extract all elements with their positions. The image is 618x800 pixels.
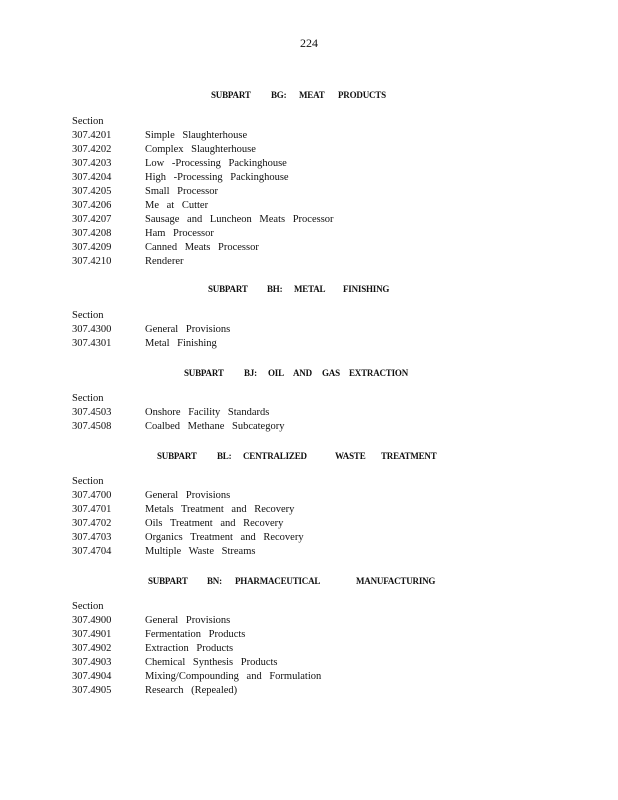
section-row (72, 489, 304, 503)
section-number: 307.4703 (72, 532, 112, 543)
section-row (72, 420, 284, 434)
section-row (72, 213, 334, 227)
section-title: Metals Treatment and Recovery (145, 504, 295, 515)
section-title: Me at Cutter (145, 200, 209, 211)
section-title: Renderer (145, 256, 184, 267)
section-row (72, 241, 334, 255)
section-number: 307.4508 (72, 421, 112, 432)
section-number: 307.4209 (72, 242, 112, 253)
heading-word: MEAT (299, 90, 325, 100)
heading-word: PRODUCTS (338, 90, 386, 100)
section-row (72, 337, 230, 351)
section-number: 307.4202 (72, 144, 112, 155)
section-row (72, 171, 334, 185)
section-title: Coalbed Methane Subcategory (145, 421, 285, 432)
section-number: 307.4207 (72, 214, 112, 225)
section-list-bj (72, 392, 284, 434)
section-number: 307.4903 (72, 657, 112, 668)
section-title: Onshore Facility Standards (145, 407, 270, 418)
section-list-bg (72, 115, 334, 269)
heading-word: BN: (207, 576, 222, 586)
section-number: 307.4301 (72, 338, 112, 349)
section-title: Low -Processing Packinghouse (145, 158, 287, 169)
section-title: Oils Treatment and Recovery (145, 518, 284, 529)
section-number: 307.4204 (72, 172, 112, 183)
section-title: Canned Meats Processor (145, 242, 259, 253)
section-title: High -Processing Packinghouse (145, 172, 289, 183)
heading-word: MANUFACTURING (356, 576, 436, 586)
section-title: Organics Treatment and Recovery (145, 532, 304, 543)
section-row (72, 656, 321, 670)
section-row (72, 503, 304, 517)
heading-word: BJ: (244, 368, 257, 378)
section-number: 307.4904 (72, 671, 112, 682)
section-number: 307.4900 (72, 615, 112, 626)
section-number: 307.4205 (72, 186, 112, 197)
section-label: Section (72, 601, 104, 612)
section-number: 307.4203 (72, 158, 112, 169)
heading-word: BH: (267, 284, 283, 294)
heading-word: SUBPART (208, 284, 248, 294)
heading-word: BL: (217, 451, 232, 461)
section-label: Section (72, 476, 104, 487)
section-title: Fermentation Products (145, 629, 246, 640)
heading-word: FINISHING (343, 284, 390, 294)
heading-word: WASTE (335, 451, 366, 461)
section-row (72, 199, 334, 213)
section-row (72, 185, 334, 199)
section-label: Section (72, 116, 104, 127)
section-number: 307.4701 (72, 504, 112, 515)
section-row (72, 323, 230, 337)
section-number: 307.4702 (72, 518, 112, 529)
heading-word: SUBPART (184, 368, 224, 378)
section-number: 307.4901 (72, 629, 112, 640)
section-number: 307.4206 (72, 200, 112, 211)
section-row (72, 255, 334, 269)
section-list-bh (72, 309, 230, 351)
section-number: 307.4210 (72, 256, 112, 267)
section-title: Simple Slaughterhouse (145, 130, 248, 141)
section-row (72, 684, 321, 698)
section-row (72, 517, 304, 531)
heading-word: EXTRACTION (349, 368, 409, 378)
section-number: 307.4300 (72, 324, 112, 335)
heading-word: PHARMACEUTICAL (235, 576, 321, 586)
section-row (72, 545, 304, 559)
section-number: 307.4503 (72, 407, 112, 418)
section-title: Metal Finishing (145, 338, 217, 349)
heading-word: SUBPART (211, 90, 251, 100)
section-number: 307.4201 (72, 130, 112, 141)
section-title: General Provisions (145, 615, 231, 626)
section-row (72, 628, 321, 642)
section-row (72, 670, 321, 684)
section-row (72, 406, 284, 420)
section-row (72, 614, 321, 628)
section-number: 307.4208 (72, 228, 112, 239)
page-number: 224 (300, 36, 318, 50)
section-title: Small Processor (145, 186, 218, 197)
section-title: Complex Slaughterhouse (145, 144, 256, 155)
section-title: General Provisions (145, 324, 231, 335)
section-title: Ham Processor (145, 228, 214, 239)
heading-word: SUBPART (148, 576, 188, 586)
section-number: 307.4902 (72, 643, 112, 654)
heading-word: SUBPART (157, 451, 197, 461)
heading-word: GAS (322, 368, 340, 378)
section-row (72, 227, 334, 241)
section-list-bn (72, 600, 321, 698)
heading-word: AND (293, 368, 312, 378)
heading-word: OIL (268, 368, 284, 378)
section-number: 307.4905 (72, 685, 112, 696)
section-list-bl (72, 475, 304, 559)
section-number: 307.4700 (72, 490, 112, 501)
section-title: Mixing/Compounding and Formulation (145, 671, 322, 682)
section-title: Chemical Synthesis Products (145, 657, 278, 668)
section-row (72, 531, 304, 545)
section-title: Sausage and Luncheon Meats Processor (145, 214, 334, 225)
heading-word: BG: (271, 90, 287, 100)
section-row (72, 143, 334, 157)
section-title: Extraction Products (145, 643, 234, 654)
section-title: Multiple Waste Streams (145, 546, 256, 557)
section-label: Section (72, 393, 104, 404)
heading-word: TREATMENT (381, 451, 437, 461)
heading-word: CENTRALIZED (243, 451, 307, 461)
section-title: Research (Repealed) (145, 685, 238, 696)
section-row (72, 157, 334, 171)
section-label: Section (72, 310, 104, 321)
section-title: General Provisions (145, 490, 231, 501)
heading-word: METAL (294, 284, 326, 294)
section-number: 307.4704 (72, 546, 112, 557)
section-row (72, 642, 321, 656)
section-row (72, 129, 334, 143)
